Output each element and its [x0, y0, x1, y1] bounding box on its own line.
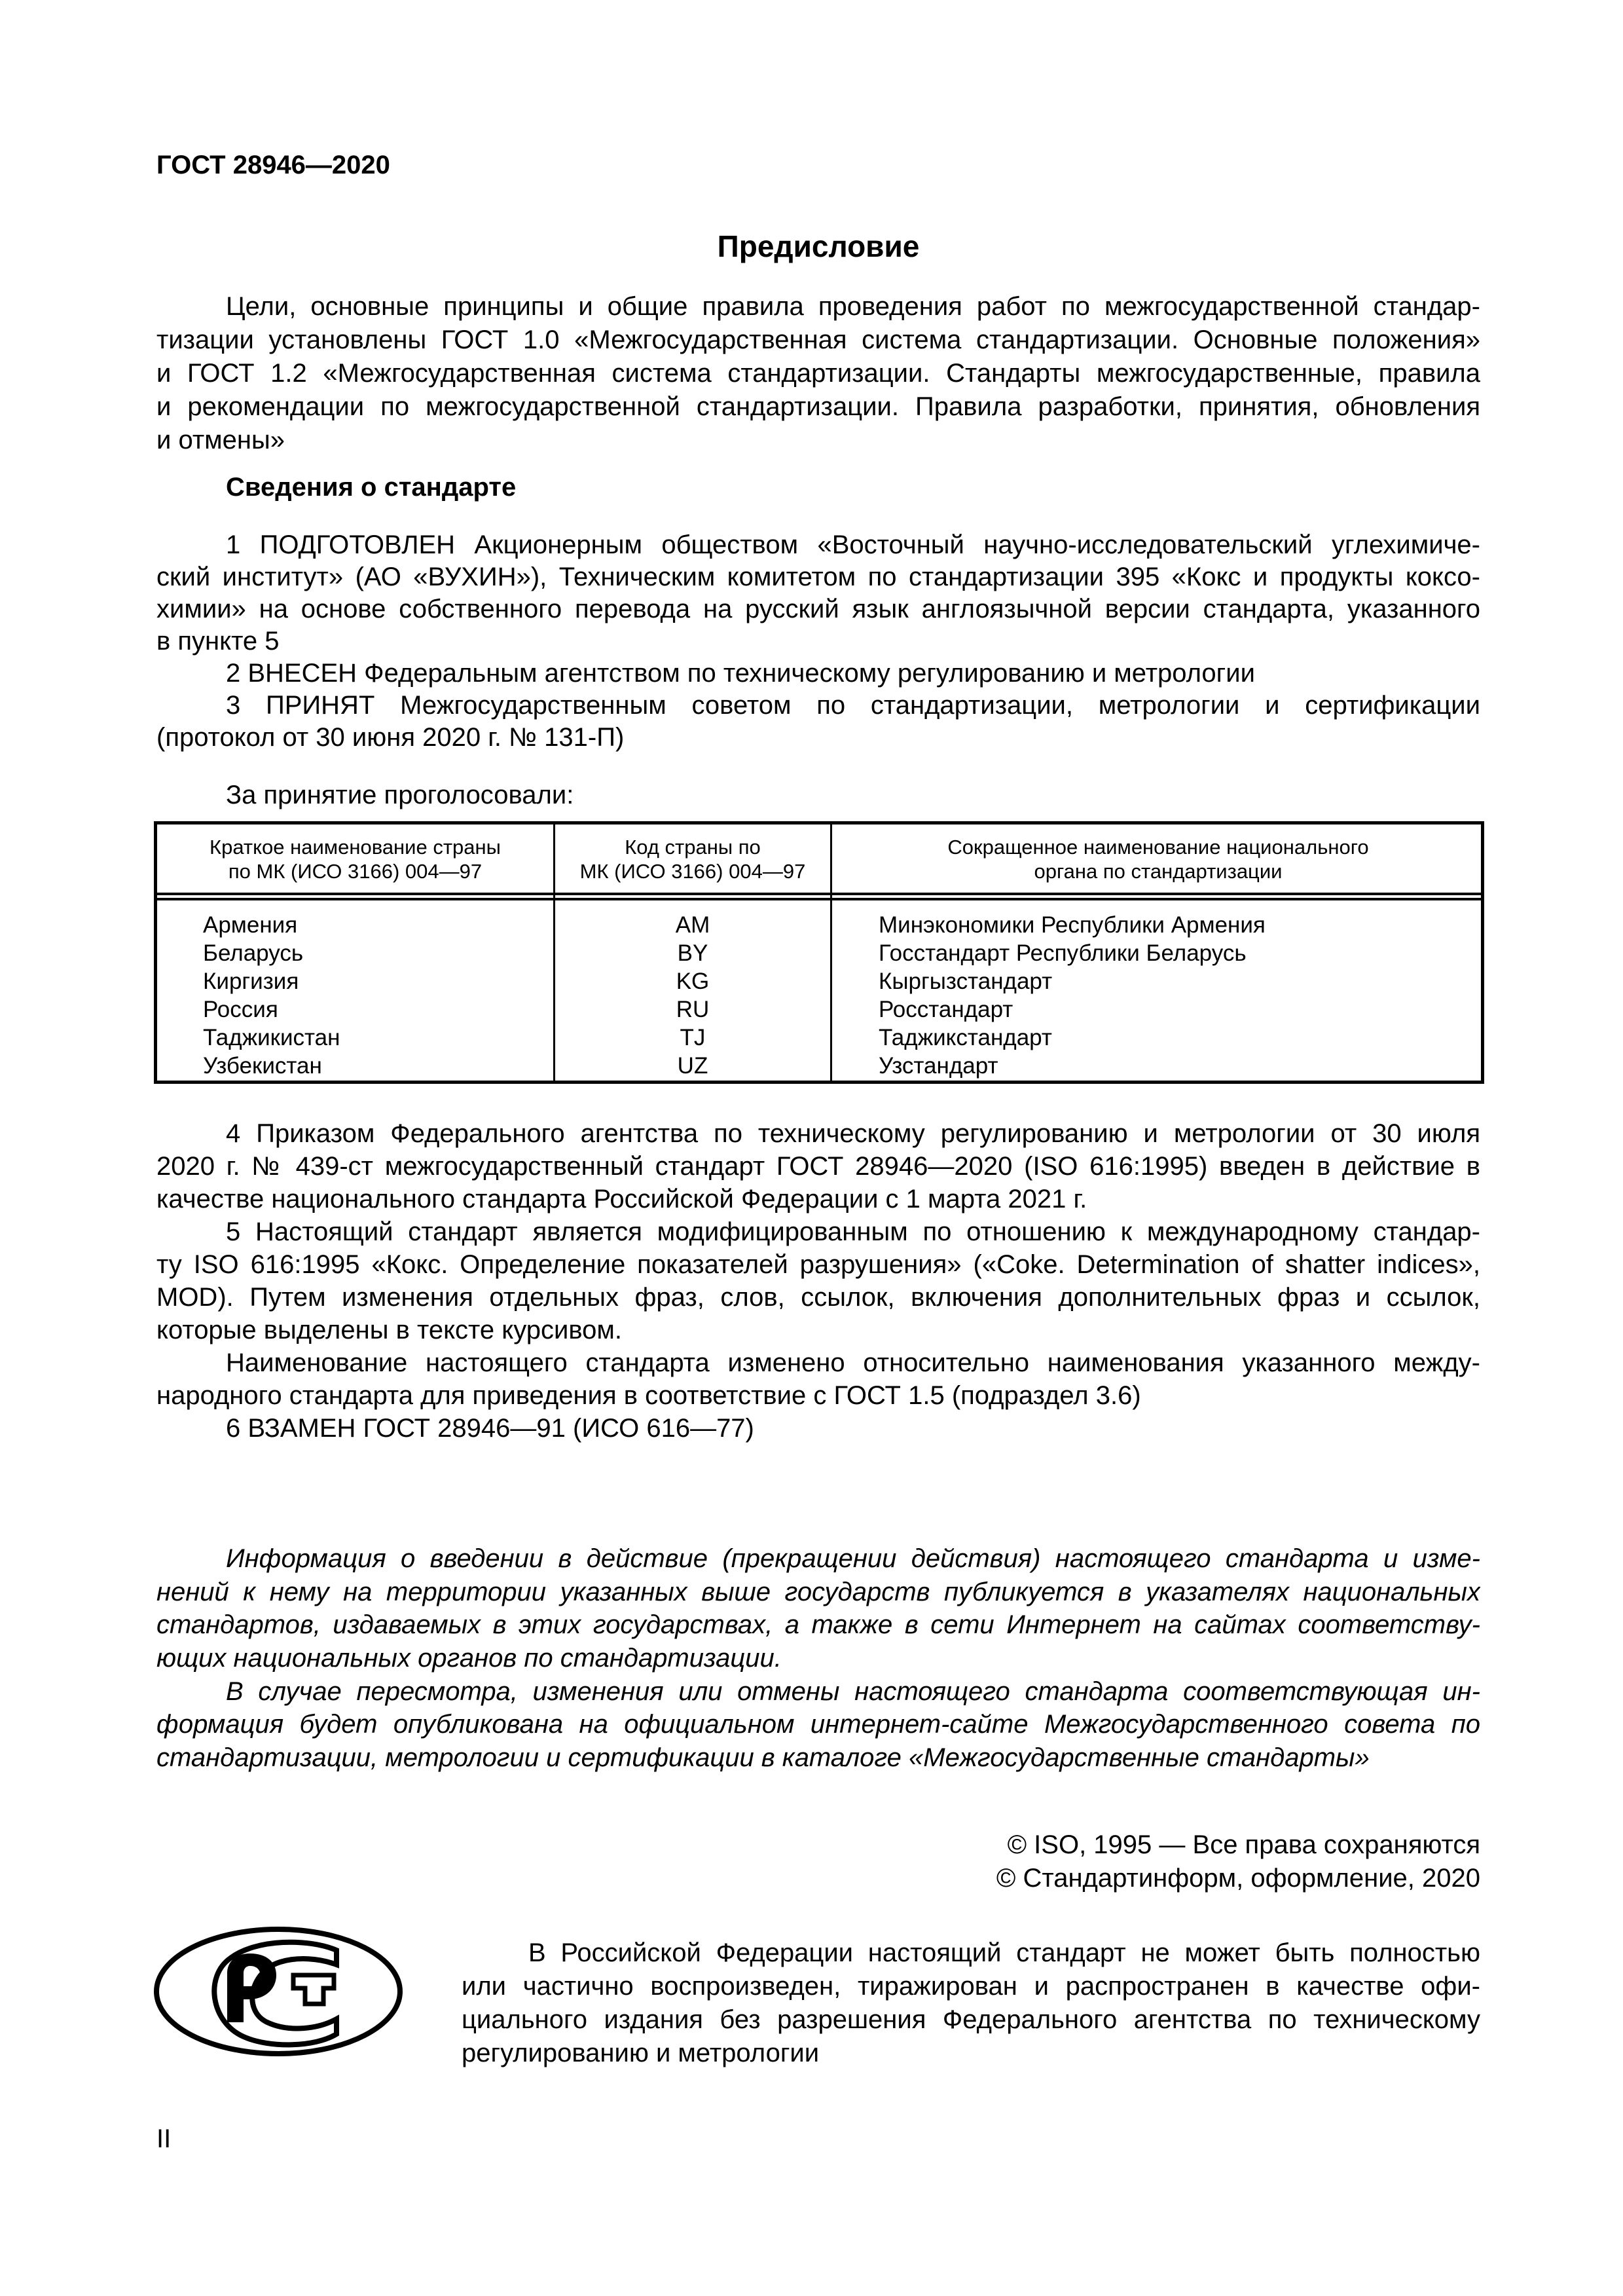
country-cell: Россия	[203, 997, 278, 1022]
text-line: химии» на основе собственного перевода на русский язык англоязычной версии стандарта, указанного	[156, 595, 1480, 623]
voting-countries-table	[154, 821, 1484, 1084]
text-line: В случае пересмотра, изменения или отмены настоящего стандарта соответствующая ин-	[226, 1676, 1480, 1706]
text-line: регулированию и метрологии	[462, 2039, 820, 2067]
code-cell: RU	[676, 997, 710, 1022]
text-line: В Российской Федерации настоящий стандарт не может быть полностью	[528, 1938, 1480, 1967]
country-cell: Беларусь	[203, 940, 304, 966]
text-line: Цели, основные принципы и общие правила проведения работ по межгосударственной стандар-	[226, 292, 1480, 321]
page-number: II	[156, 2124, 172, 2153]
header-line: по МК (ИСО 3166) 004—97	[228, 860, 483, 883]
body-column	[879, 911, 1266, 1080]
header-line: МК (ИСО 3166) 004—97	[579, 860, 806, 883]
text-line: ющих национальных органов по стандартизации.	[156, 1644, 782, 1673]
header-rule	[157, 898, 1481, 900]
paragraph	[156, 1215, 1480, 1346]
text-line: которые выделены в тексте курсивом.	[156, 1316, 622, 1344]
info-heading: Сведения о стандарте	[226, 473, 517, 502]
text-line: Наименование настоящего стандарта изменено относительно наименования указанного между-	[226, 1348, 1480, 1377]
code-cell: UZ	[677, 1053, 708, 1079]
info-items-1-3	[156, 529, 1480, 754]
standards-body-cell: Таджикстандарт	[879, 1025, 1052, 1050]
code-cell: AM	[675, 912, 710, 938]
text-line: и отмены»	[156, 426, 285, 454]
text-line: ский институт» (АО «ВУХИН»), Техническим комитетом по стандартизации 395 «Кокс и продукты коксо-	[156, 563, 1480, 591]
text-line: стандартизации, метрологии и сертификации в каталоге «Межгосударственные стандарты»	[156, 1743, 1370, 1773]
table-header-code	[555, 835, 830, 883]
text-line: 4 Приказом Федерального агентства по техническому регулированию и метрологии от 30 июля	[226, 1119, 1480, 1148]
standards-body-cell: Госстандарт Республики Беларусь	[879, 940, 1247, 966]
country-cell: Таджикистан	[203, 1025, 340, 1050]
standards-body-cell: Минэкономики Республики Армения	[879, 912, 1266, 938]
text-line: тизации установлены ГОСТ 1.0 «Межгосударственная система стандартизации. Основные положения»	[156, 325, 1480, 354]
standards-body-cell: Кыргызстандарт	[879, 969, 1053, 994]
paragraph	[156, 1675, 1480, 1775]
text-line: и ГОСТ 1.2 «Межгосударственная система стандартизации. Стандарты межгосударственные, правила	[156, 359, 1480, 388]
text-line: 5 Настоящий стандарт является модифицированным по отношению к международному стандар-	[226, 1217, 1480, 1246]
text-line: Информация о введении в действие (прекращении действия) настоящего стандарта и изме-	[226, 1544, 1480, 1573]
text-line: 3 ПРИНЯТ Межгосударственным советом по стандартизации, метрологии и сертификации	[226, 691, 1480, 720]
document-number: ГОСТ 28946—2020	[156, 151, 390, 179]
text-line: (протокол от 30 июня 2020 г. № 131-П)	[156, 723, 625, 752]
rst-logo-icon	[152, 1924, 405, 2059]
text-line: в пункте 5	[156, 627, 280, 656]
paragraph	[462, 1936, 1480, 2070]
text-line: стандартов, издаваемых в этих государствах, а также в сети Интернет на сайтах соответству-	[156, 1610, 1480, 1640]
paragraph	[156, 290, 1480, 457]
paragraph	[156, 1117, 1480, 1215]
text-line: 2020 г. № 439-ст межгосударственный стандарт ГОСТ 28946—2020 (ISO 616:1995) введен в действие в	[156, 1152, 1480, 1181]
text-line: MOD). Путем изменения отдельных фраз, слов, ссылок, включения дополнительных фраз и ссылок,	[156, 1283, 1480, 1312]
country-column	[203, 911, 340, 1080]
copyright-iso: © ISO, 1995 — Все права сохраняются	[1007, 1830, 1480, 1859]
header-line: органа по стандартизации	[1034, 860, 1283, 883]
text-line: формация будет опубликована на официальном интернет-сайте Межгосударственного совета по	[156, 1710, 1480, 1739]
text-line: или частично воспроизведен, тиражирован и распространен в качестве офи-	[462, 1972, 1480, 2001]
code-cell: BY	[677, 940, 708, 966]
header-line: Сокращенное наименование национального	[947, 836, 1369, 859]
table-header-country	[157, 835, 553, 883]
copyright-block	[996, 1828, 1480, 1895]
code-cell: TJ	[680, 1025, 706, 1050]
standards-body-cell: Росстандарт	[879, 997, 1013, 1022]
header-rule	[157, 893, 1481, 895]
paragraph	[156, 657, 1480, 690]
header-line: Код страны по	[625, 836, 761, 859]
text-line: народного стандарта для приведения в соответствие с ГОСТ 1.5 (подраздел 3.6)	[156, 1381, 1141, 1410]
text-line: 2 ВНЕСЕН Федеральным агентством по техническому регулированию и метрологии	[226, 659, 1255, 688]
country-cell: Киргизия	[203, 969, 299, 994]
text-line: циального издания без разрешения Федерального агентства по техническому	[462, 2005, 1480, 2034]
paragraph	[156, 529, 1480, 657]
intro-paragraph	[156, 290, 1480, 457]
header-line: Краткое наименование страны	[210, 836, 501, 859]
page-title: Предисловие	[717, 229, 920, 263]
country-cell: Узбекистан	[203, 1053, 322, 1079]
text-line: качестве национального стандарта Российской Федерации с 1 марта 2021 г.	[156, 1185, 1087, 1213]
code-column	[555, 911, 830, 1080]
text-line: 1 ПОДГОТОВЛЕН Акционерным обществом «Восточный научно-исследовательский углехимиче-	[226, 530, 1480, 559]
paragraph	[156, 1346, 1480, 1412]
notice-paragraphs	[156, 1542, 1480, 1775]
text-line: и рекомендации по межгосударственной стандартизации. Правила разработки, принятия, обновления	[156, 392, 1480, 421]
table-header-body	[832, 835, 1484, 883]
text-line: ту ISO 616:1995 «Кокс. Определение показателей разрушения» («Coke. Determination of shatter indices»,	[156, 1250, 1480, 1279]
reproduction-notice	[462, 1936, 1480, 2070]
text-line: нений к нему на территории указанных выше государств публикуется в указателях национальных	[156, 1577, 1480, 1606]
votes-label: За принятие проголосовали:	[226, 781, 574, 809]
paragraph	[156, 1412, 1480, 1445]
info-items-4-6	[156, 1117, 1480, 1445]
country-cell: Армения	[203, 912, 298, 938]
paragraph	[156, 690, 1480, 754]
text-line: 6 ВЗАМЕН ГОСТ 28946—91 (ИСО 616—77)	[226, 1414, 754, 1443]
standards-body-cell: Узстандарт	[879, 1053, 998, 1079]
copyright-standartinform: © Стандартинформ, оформление, 2020	[996, 1864, 1480, 1893]
paragraph	[156, 1542, 1480, 1675]
code-cell: KG	[676, 969, 710, 994]
